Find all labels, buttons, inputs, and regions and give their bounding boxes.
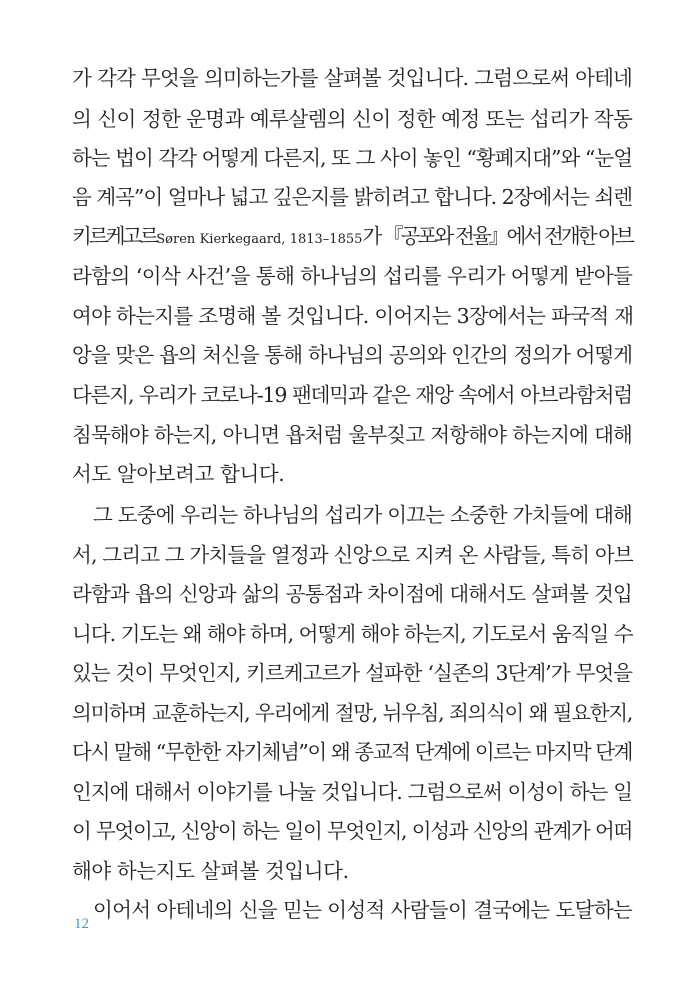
- body-text-line: 앙을 맞은 욥의 처신을 통해 하나님의 공의와 인간의 정의가 어떻게: [72, 343, 632, 367]
- body-text-line: 이 무엇이고, 신앙이 하는 일이 무엇인지, 이성과 신앙의 관계가 어떠: [72, 819, 632, 843]
- body-text-line: 이어서 아테네의 신을 믿는 이성적 사람들이 결국에는 도달하는: [93, 898, 632, 922]
- body-text-line-with-citation: [72, 226, 632, 247]
- body-text-line: 다시 말해 “무한한 자기체념”이 왜 종교적 단계에 이르는 마지막 단계: [72, 740, 632, 764]
- body-text-line: 라함의 ‘이삭 사건’을 통해 하나님의 섭리를 우리가 어떻게 받아들: [72, 264, 633, 288]
- body-text-line: 가 각각 무엇을 의미하는가를 살펴볼 것입니다. 그럼으로써 아테네: [72, 66, 632, 90]
- body-text-line: 니다. 기도는 왜 해야 하며, 어떻게 해야 하는지, 기도로서 움직일 수: [72, 622, 633, 646]
- body-text-line: 음 계곡”이 얼마나 넓고 깊은지를 밝히려고 합니다. 2장에서는 쇠렌: [72, 185, 633, 209]
- author-name-latin: Søren Kierkegaard, 1813–1855: [156, 232, 363, 247]
- body-text-line: 서, 그리고 그 가치들을 열정과 신앙으로 지켜 온 사람들, 특히 아브: [72, 543, 633, 567]
- author-name-korean: 키르케고르: [72, 224, 157, 248]
- body-text-line: 인지에 대해서 이야기를 나눌 것입니다. 그럼으로써 이성이 하는 일: [72, 780, 632, 804]
- body-text-line: 의미하며 교훈하는지, 우리에게 절망, 뉘우침, 죄의식이 왜 필요한지,: [72, 701, 632, 725]
- page-number: 12: [74, 916, 89, 932]
- body-text-line: 침묵해야 하는지, 아니면 욥처럼 울부짖고 저항해야 하는지에 대해: [72, 423, 632, 447]
- body-text-line: 그 도중에 우리는 하나님의 섭리가 이끄는 소중한 가치들에 대해: [93, 503, 632, 527]
- body-text-line: 하는 법이 각각 어떻게 다른지, 또 그 사이 놓인 “황폐지대”와 “눈얼: [72, 146, 632, 170]
- body-text-line: 서도 알아보려고 합니다.: [72, 462, 285, 486]
- body-text-line: 있는 것이 무엇인지, 키르케고르가 설파한 ‘실존의 3단계’가 무엇을: [72, 661, 632, 685]
- book-title-text: 가 『공포와 전율』에서 전개한 아브: [362, 224, 632, 248]
- body-text-line: 다른지, 우리가 코로나-19 팬데믹과 같은 재앙 속에서 아브라함처럼: [72, 383, 632, 407]
- body-text-line: 의 신이 정한 운명과 예루살렘의 신이 정한 예정 또는 섭리가 작동: [72, 107, 633, 131]
- body-text-line: 해야 하는지도 살펴볼 것입니다.: [72, 859, 349, 883]
- body-text-line: 라함과 욥의 신앙과 삶의 공통점과 차이점에 대해서도 살펴볼 것입: [72, 582, 632, 606]
- body-text-line: 여야 하는지를 조명해 볼 것입니다. 이어지는 3장에서는 파국적 재: [72, 304, 634, 328]
